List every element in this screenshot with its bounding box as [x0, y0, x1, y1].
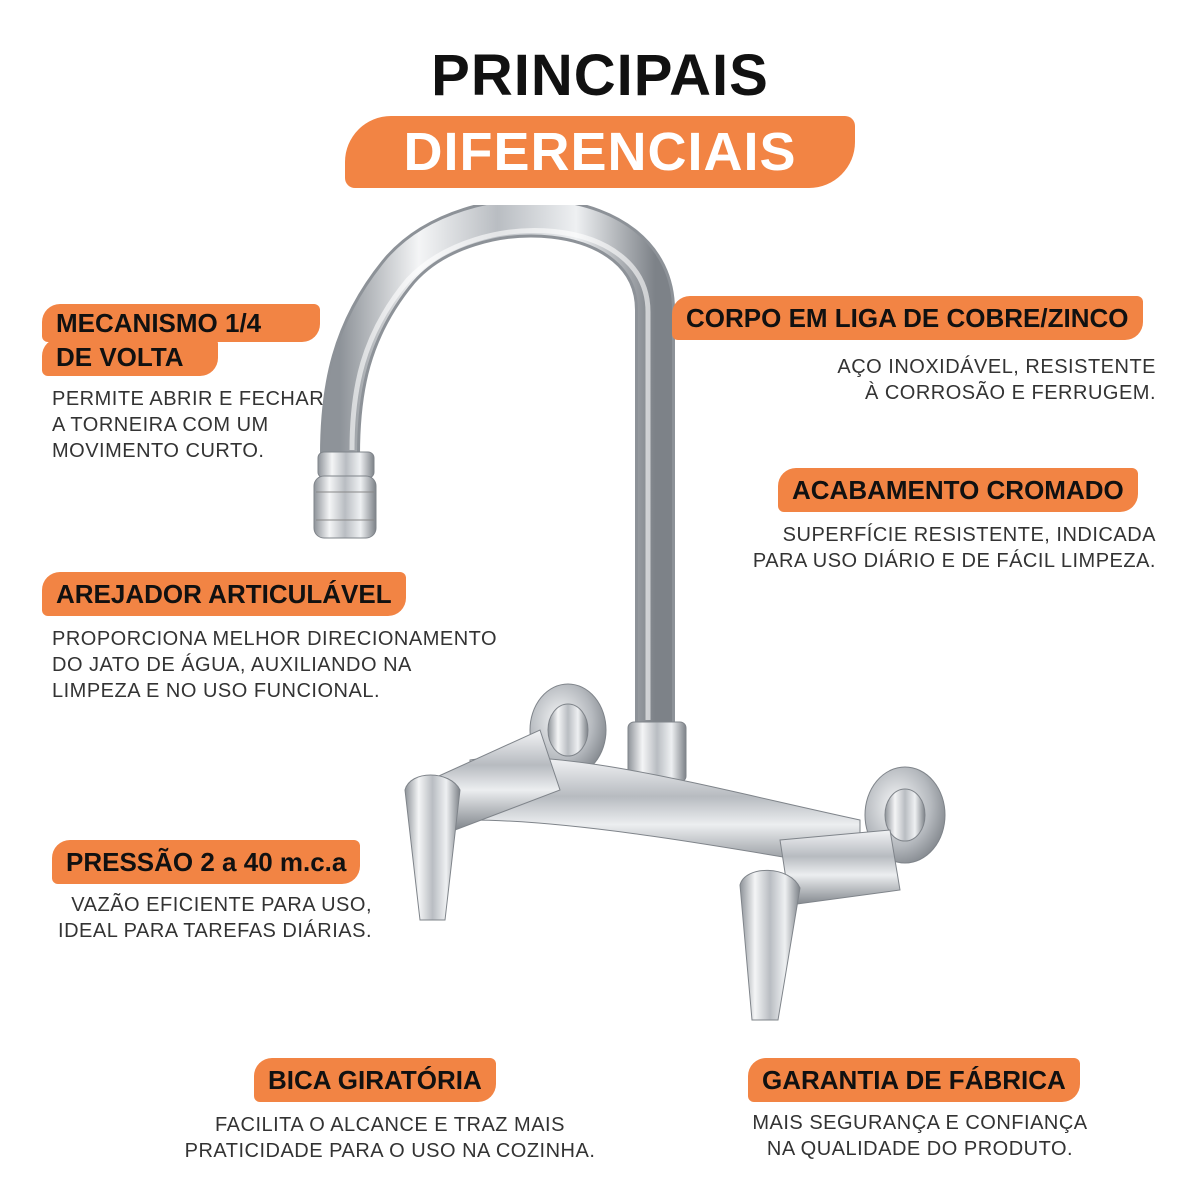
feature-tag-corpo: CORPO EM LIGA DE COBRE/ZINCO: [672, 296, 1143, 340]
feature-tag-acabamento: ACABAMENTO CROMADO: [778, 468, 1138, 512]
desc-line: NA QUALIDADE DO PRODUTO.: [766, 1138, 1074, 1160]
desc-line: MOVIMENTO CURTO.: [52, 440, 265, 462]
desc-line: A TORNEIRA COM UM: [52, 414, 269, 436]
desc-line: SUPERFÍCIE RESISTENTE, INDICADA: [782, 524, 1156, 546]
desc-line: VAZÃO EFICIENTE PARA USO,: [71, 894, 372, 916]
desc-line: LIMPEZA E NO USO FUNCIONAL.: [52, 680, 381, 702]
page-title: PRINCIPAIS: [431, 43, 769, 108]
feature-desc-corpo: [700, 354, 1156, 406]
feature-tag-mecanismo-line2: DE VOLTA: [56, 342, 184, 372]
feature-tag-garantia: GARANTIA DE FÁBRICA: [748, 1058, 1080, 1102]
feature-desc-arejador: [52, 626, 532, 704]
desc-line: FACILITA O ALCANCE E TRAZ MAIS: [215, 1114, 565, 1136]
feature-tag-mecanismo-second: [42, 338, 218, 376]
desc-line: PROPORCIONA MELHOR DIRECIONAMENTO: [52, 628, 498, 650]
desc-line: PRATICIDADE PARA O USO NA COZINHA.: [184, 1140, 596, 1162]
desc-line: PERMITE ABRIR E FECHAR: [52, 388, 325, 410]
feature-desc-garantia: [680, 1110, 1160, 1162]
feature-desc-acabamento: [700, 522, 1156, 574]
feature-tag-mecanismo: [42, 304, 320, 342]
feature-tag-pressao: PRESSÃO 2 a 40 m.c.a: [52, 840, 360, 884]
desc-line: PARA USO DIÁRIO E DE FÁCIL LIMPEZA.: [752, 550, 1156, 572]
page-title-highlight: DIFERENCIAIS: [345, 116, 855, 188]
feature-tag-arejador: AREJADOR ARTICULÁVEL: [42, 572, 406, 616]
desc-line: IDEAL PARA TAREFAS DIÁRIAS.: [58, 920, 372, 942]
feature-desc-pressao: [20, 892, 372, 944]
desc-line: DO JATO DE ÁGUA, AUXILIANDO NA: [52, 654, 412, 676]
desc-line: AÇO INOXIDÁVEL, RESISTENTE: [837, 356, 1156, 378]
feature-desc-bica: [130, 1112, 650, 1164]
desc-line: À CORROSÃO E FERRUGEM.: [864, 382, 1156, 404]
feature-desc-mecanismo: [52, 386, 372, 464]
desc-line: MAIS SEGURANÇA E CONFIANÇA: [752, 1112, 1088, 1134]
feature-tag-mecanismo-line1: MECANISMO 1/4: [56, 308, 262, 338]
feature-tag-bica: BICA GIRATÓRIA: [254, 1058, 496, 1102]
